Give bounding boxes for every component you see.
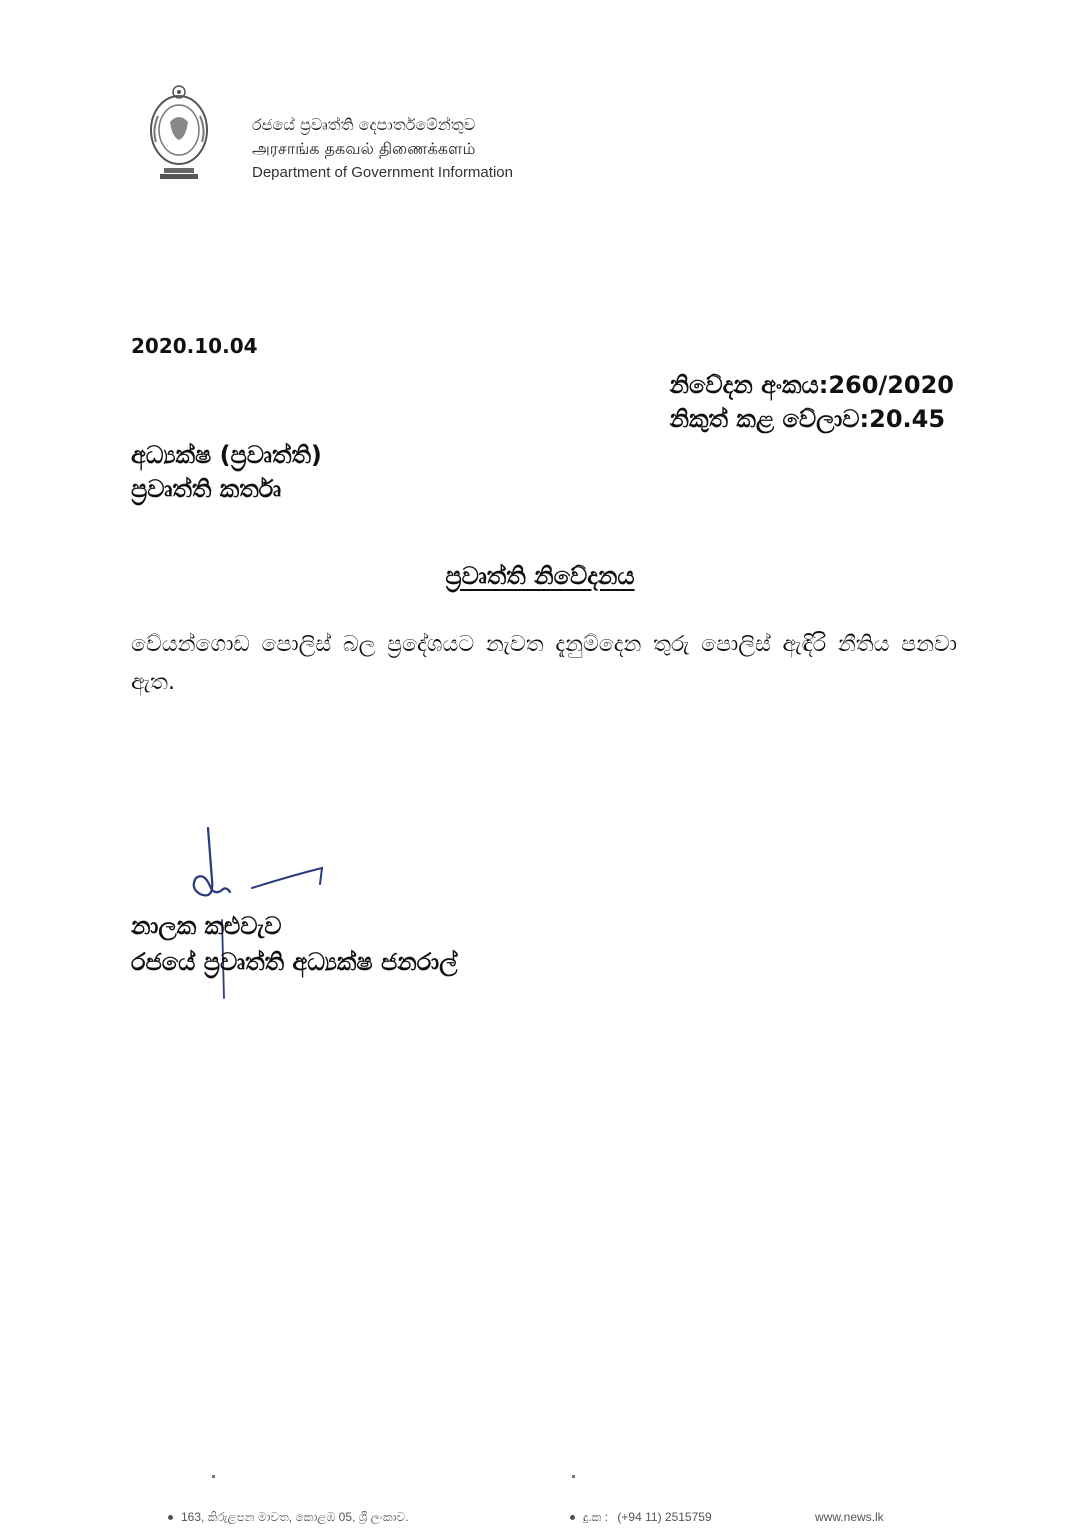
sri-lanka-emblem-icon [148,82,210,182]
body-text: වේයන්ගොඩ පොලිස් බල ප්‍රදේශයට නැවත දැනුම්දෙන තුරු පොලිස් ඇඳිරි නීතිය පනවා ඇත. [131,632,957,695]
signatory [131,908,457,980]
letterhead [148,80,588,190]
footer-website[interactable]: www.news.lk [815,1510,884,1524]
footer [0,1505,1080,1528]
department-name-english: Department of Government Information [252,164,513,181]
department-name-sinhala: රජයේ ප්‍රවෘත්ති දෙපාර්තමේන්තුව [252,115,476,134]
fold-mark [572,1475,575,1478]
document-heading: ප්‍රවෘත්ති නිවේදනය [445,562,635,590]
addressee-line-2: ප්‍රවෘත්ති කර්තෘ [131,475,282,503]
document-date: 2020.10.04 [131,334,258,358]
issued-time: නිකුත් කළ වේලාව:20.45 [669,405,946,433]
bullet-icon [570,1515,575,1520]
department-name [252,113,513,185]
signatory-name: නාලක කළුවැව [131,912,282,940]
department-name-tamil: அரசாங்க தகவல் திணைக்களம் [252,139,476,158]
signatory-title: රජයේ ප්‍රවෘත්ති අධ්‍යක්ෂ ජනරාල් [131,948,458,976]
notice-number: නිවේදන අංකය:260/2020 [669,371,954,399]
bullet-icon [168,1515,173,1520]
footer-phone: දු.ක : (+94 11) 2515759 [570,1510,712,1525]
reference-block [670,368,954,436]
addressee [131,438,322,506]
addressee-line-1: අධ්‍යක්ෂ (ප්‍රවෘත්ති) [131,441,322,469]
fold-mark [212,1475,215,1478]
footer-address: 163, කිරුළපන මාවත, කොළඹ 05, ශ්‍රී ලංකාව. [168,1510,408,1525]
